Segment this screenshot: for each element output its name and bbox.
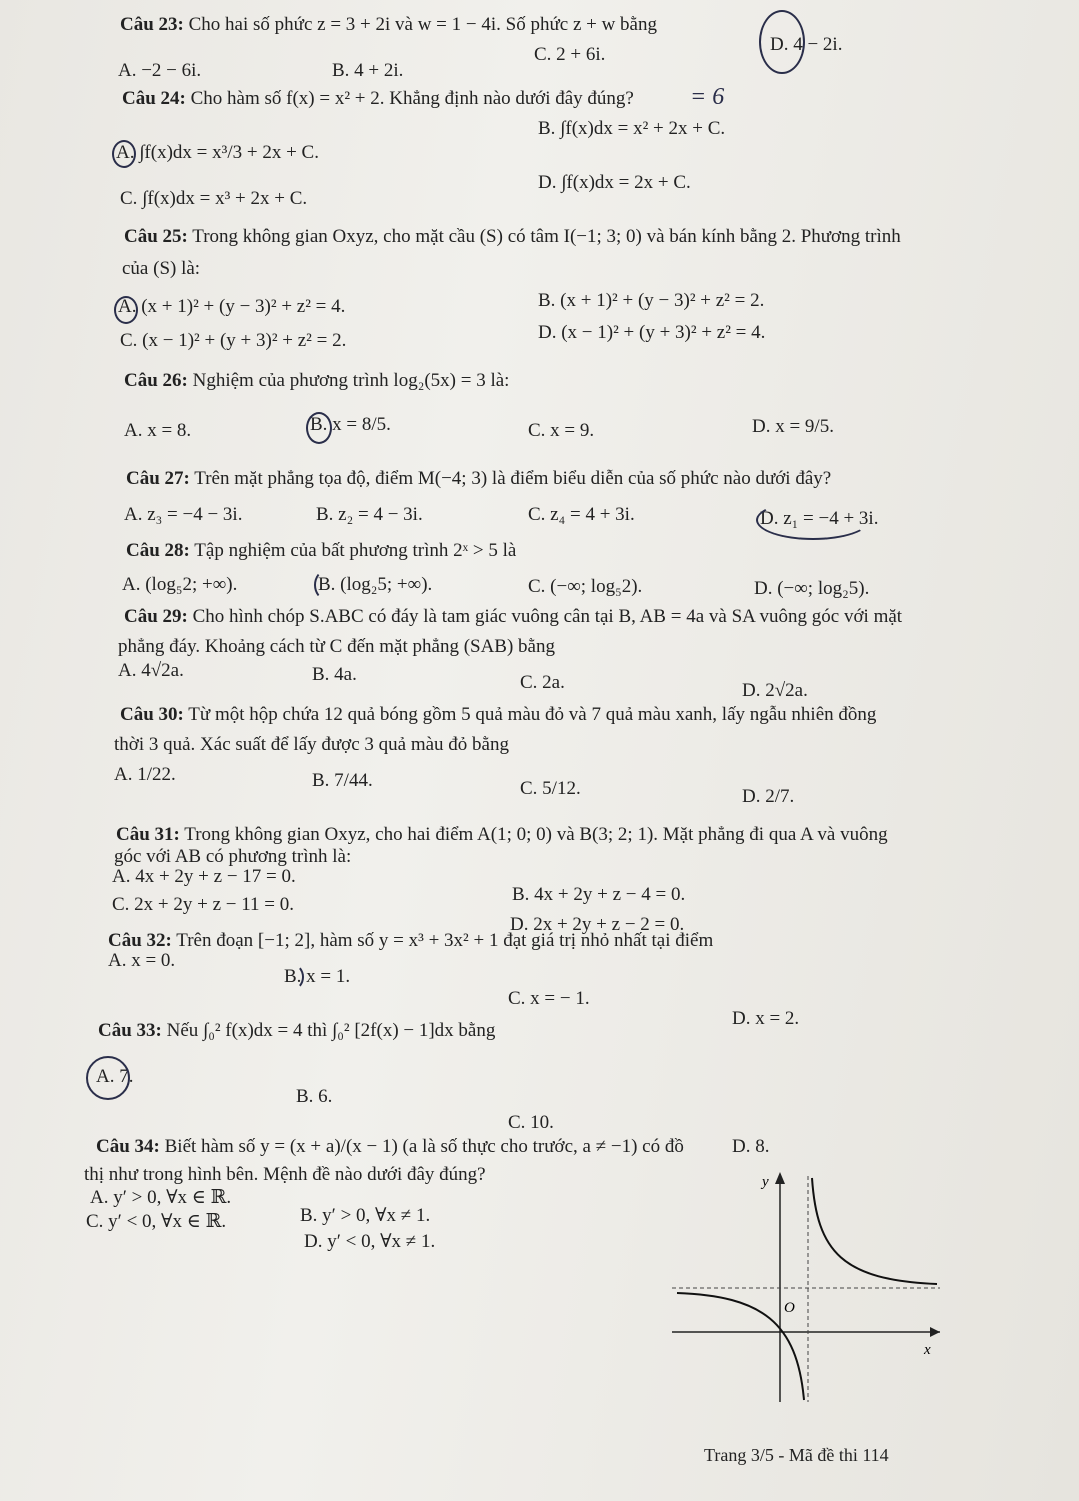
- option-d: D. 2x + 2y + z − 2 = 0.: [510, 914, 685, 935]
- option-a: A. 4x + 2y + z − 17 = 0.: [112, 866, 296, 887]
- question-stem: Trong không gian Oxyz, cho mặt cầu (S) có tâm I(−1; 3; 0) và bán kính bằng 2. Phương trình: [192, 226, 901, 247]
- question-24: [122, 88, 634, 110]
- option-d: D. ∫f(x)dx = 2x + C.: [538, 172, 691, 193]
- question-stem: Trên đoạn [−1; 2], hàm số y = x³ + 3x² + 1 đạt giá trị nhỏ nhất tại điểm: [176, 930, 714, 951]
- origin-label: O: [784, 1300, 795, 1316]
- option-a: A. x = 0.: [108, 950, 176, 971]
- option-c: C. (x − 1)² + (y + 3)² + z² = 2.: [120, 330, 347, 351]
- x-axis-label: x: [924, 1342, 931, 1358]
- option-d: D. 2/7.: [742, 786, 795, 807]
- option-c: C. 5/12.: [520, 778, 581, 799]
- answer-circle-mark: [112, 140, 136, 168]
- option-d: D. y′ < 0, ∀x ≠ 1.: [304, 1231, 436, 1252]
- option-b: B. 4x + 2y + z − 4 = 0.: [512, 884, 686, 905]
- option-d: D. 8.: [732, 1136, 770, 1157]
- question-number: Câu 33:: [98, 1020, 162, 1041]
- question-33: [98, 1020, 495, 1042]
- option-d: D. x = 9/5.: [752, 416, 834, 437]
- question-number: Câu 27:: [126, 468, 190, 489]
- question-number: Câu 32:: [108, 930, 172, 951]
- option-a: A. (x + 1)² + (y − 3)² + z² = 4.: [118, 296, 346, 317]
- question-stem: Trên mặt phẳng tọa độ, điểm M(−4; 3) là điểm biểu diễn của số phức nào dưới đây?: [194, 468, 832, 489]
- option-b: B. 6.: [296, 1086, 333, 1107]
- question-number: Câu 34:: [96, 1136, 160, 1157]
- option-a: A. 1/22.: [114, 764, 176, 785]
- question-23: [120, 14, 657, 36]
- option-c: C. ∫f(x)dx = x³ + 2x + C.: [120, 188, 308, 209]
- option-b: B. x = 1.: [284, 966, 351, 987]
- option-a: A. −2 − 6i.: [118, 60, 202, 81]
- question-stem-line2: thị như trong hình bên. Mệnh đề nào dưới đây đúng?: [84, 1164, 486, 1185]
- question-number: Câu 26:: [124, 370, 188, 391]
- page-footer: Trang 3/5 - Mã đề thi 114: [704, 1445, 889, 1465]
- option-a: A. 4√2a.: [118, 660, 184, 681]
- question-number: Câu 23:: [120, 14, 184, 35]
- question-34: [96, 1136, 684, 1158]
- question-stem: Từ một hộp chứa 12 quả bóng gồm 5 quả màu đỏ và 7 quả màu xanh, lấy ngẫu nhiên đồng: [188, 704, 877, 725]
- question-number: Câu 30:: [120, 704, 184, 725]
- question-stem: Tập nghiệm của bất phương trình 2ˣ > 5 là: [194, 540, 517, 561]
- option-c: C. 2a.: [520, 672, 565, 693]
- option-c: C. 2x + 2y + z − 11 = 0.: [112, 894, 295, 915]
- answer-circle-mark: [114, 296, 138, 324]
- question-27: [126, 468, 831, 490]
- answer-circle-mark: [306, 412, 332, 444]
- option-d: D. 2√2a.: [742, 680, 808, 701]
- answer-circle-mark: [282, 964, 304, 990]
- option-a: A. 7.: [96, 1066, 134, 1087]
- option-a: A. x = 8.: [124, 420, 192, 441]
- answer-circle-mark: [314, 570, 338, 600]
- question-28: [126, 540, 516, 562]
- question-31: [116, 824, 888, 846]
- question-number: Câu 31:: [116, 824, 180, 845]
- option-c: C. y′ < 0, ∀x ∈ ℝ.: [86, 1211, 227, 1232]
- question-32: [108, 930, 713, 952]
- question-25: [124, 226, 901, 248]
- question-29: [124, 606, 902, 628]
- option-c: C. 10.: [508, 1112, 554, 1133]
- y-axis-arrow: [775, 1172, 785, 1184]
- right-branch: [812, 1178, 937, 1284]
- answer-circle-mark: [86, 1056, 130, 1100]
- question-stem: Nếu ∫₀² f(x)dx = 4 thì ∫₀² [2f(x) − 1]dx bằng: [166, 1020, 496, 1041]
- handwritten-note: = 6: [690, 84, 725, 110]
- question-stem: Trong không gian Oxyz, cho hai điểm A(1; 0; 0) và B(3; 2; 1). Mặt phẳng đi qua A và vuông: [184, 824, 888, 845]
- option-b: B. 4 + 2i.: [332, 60, 404, 81]
- question-stem: Cho hàm số f(x) = x² + 2. Khẳng định nào dưới đây đúng?: [190, 88, 634, 109]
- option-a: A. y′ > 0, ∀x ∈ ℝ.: [90, 1187, 232, 1208]
- x-axis-arrow: [930, 1327, 940, 1337]
- question-stem-line2: góc với AB có phương trình là:: [114, 846, 352, 867]
- question-stem-line2: của (S) là:: [122, 258, 201, 279]
- option-b: B. ∫f(x)dx = x² + 2x + C.: [538, 118, 726, 139]
- question-stem-line2: phẳng đáy. Khoảng cách từ C đến mặt phẳng (SAB) bằng: [118, 636, 555, 657]
- question-stem: Biết hàm số y = (x + a)/(x − 1) (a là số thực cho trước, a ≠ −1) có đồ: [164, 1136, 684, 1157]
- question-stem-line2: thời 3 quả. Xác suất để lấy được 3 quả màu đỏ bằng: [114, 734, 509, 755]
- option-b: B. 7/44.: [312, 770, 373, 791]
- question-30: [120, 704, 876, 726]
- option-d: D. (−∞; log₂5).: [754, 578, 870, 599]
- option-b: B. y′ > 0, ∀x ≠ 1.: [300, 1205, 431, 1226]
- answer-circle-mark: [756, 500, 870, 540]
- option-b: B. (x + 1)² + (y − 3)² + z² = 2.: [538, 290, 765, 311]
- option-c: C. x = 9.: [528, 420, 595, 441]
- y-axis-label: y: [762, 1174, 769, 1190]
- option-b: B. (log₂5; +∞).: [318, 574, 433, 595]
- option-a: A. z₃ = −4 − 3i.: [124, 504, 243, 525]
- question-number: Câu 25:: [124, 226, 188, 247]
- question-number: Câu 28:: [126, 540, 190, 561]
- question-stem: Cho hình chóp S.ABC có đáy là tam giác vuông cân tại B, AB = 4a và SA vuông góc với mặt: [192, 606, 903, 627]
- option-c: C. (−∞; log₅2).: [528, 576, 643, 597]
- question-stem: Nghiệm của phương trình log₂(5x) = 3 là:: [192, 370, 510, 391]
- question-number: Câu 24:: [122, 88, 186, 109]
- function-graph: [672, 1172, 942, 1402]
- answer-circle-mark: [759, 10, 805, 74]
- option-b: B. x = 8/5.: [310, 414, 391, 435]
- option-c: C. 2 + 6i.: [534, 44, 606, 65]
- option-d: D. (x − 1)² + (y + 3)² + z² = 4.: [538, 322, 766, 343]
- option-d: D. 4 − 2i.: [770, 34, 843, 55]
- question-26: [124, 370, 509, 392]
- option-b: B. z₂ = 4 − 3i.: [316, 504, 423, 525]
- option-a: A. ∫f(x)dx = x³/3 + 2x + C.: [116, 142, 319, 163]
- option-d: D. z₁ = −4 + 3i.: [760, 508, 879, 529]
- option-b: B. 4a.: [312, 664, 357, 685]
- option-d: D. x = 2.: [732, 1008, 800, 1029]
- question-number: Câu 29:: [124, 606, 188, 627]
- option-c: C. z₄ = 4 + 3i.: [528, 504, 635, 525]
- option-a: A. (log₅2; +∞).: [122, 574, 238, 595]
- option-c: C. x = − 1.: [508, 988, 590, 1009]
- question-stem: Cho hai số phức z = 3 + 2i và w = 1 − 4i. Số phức z + w bằng: [188, 14, 657, 35]
